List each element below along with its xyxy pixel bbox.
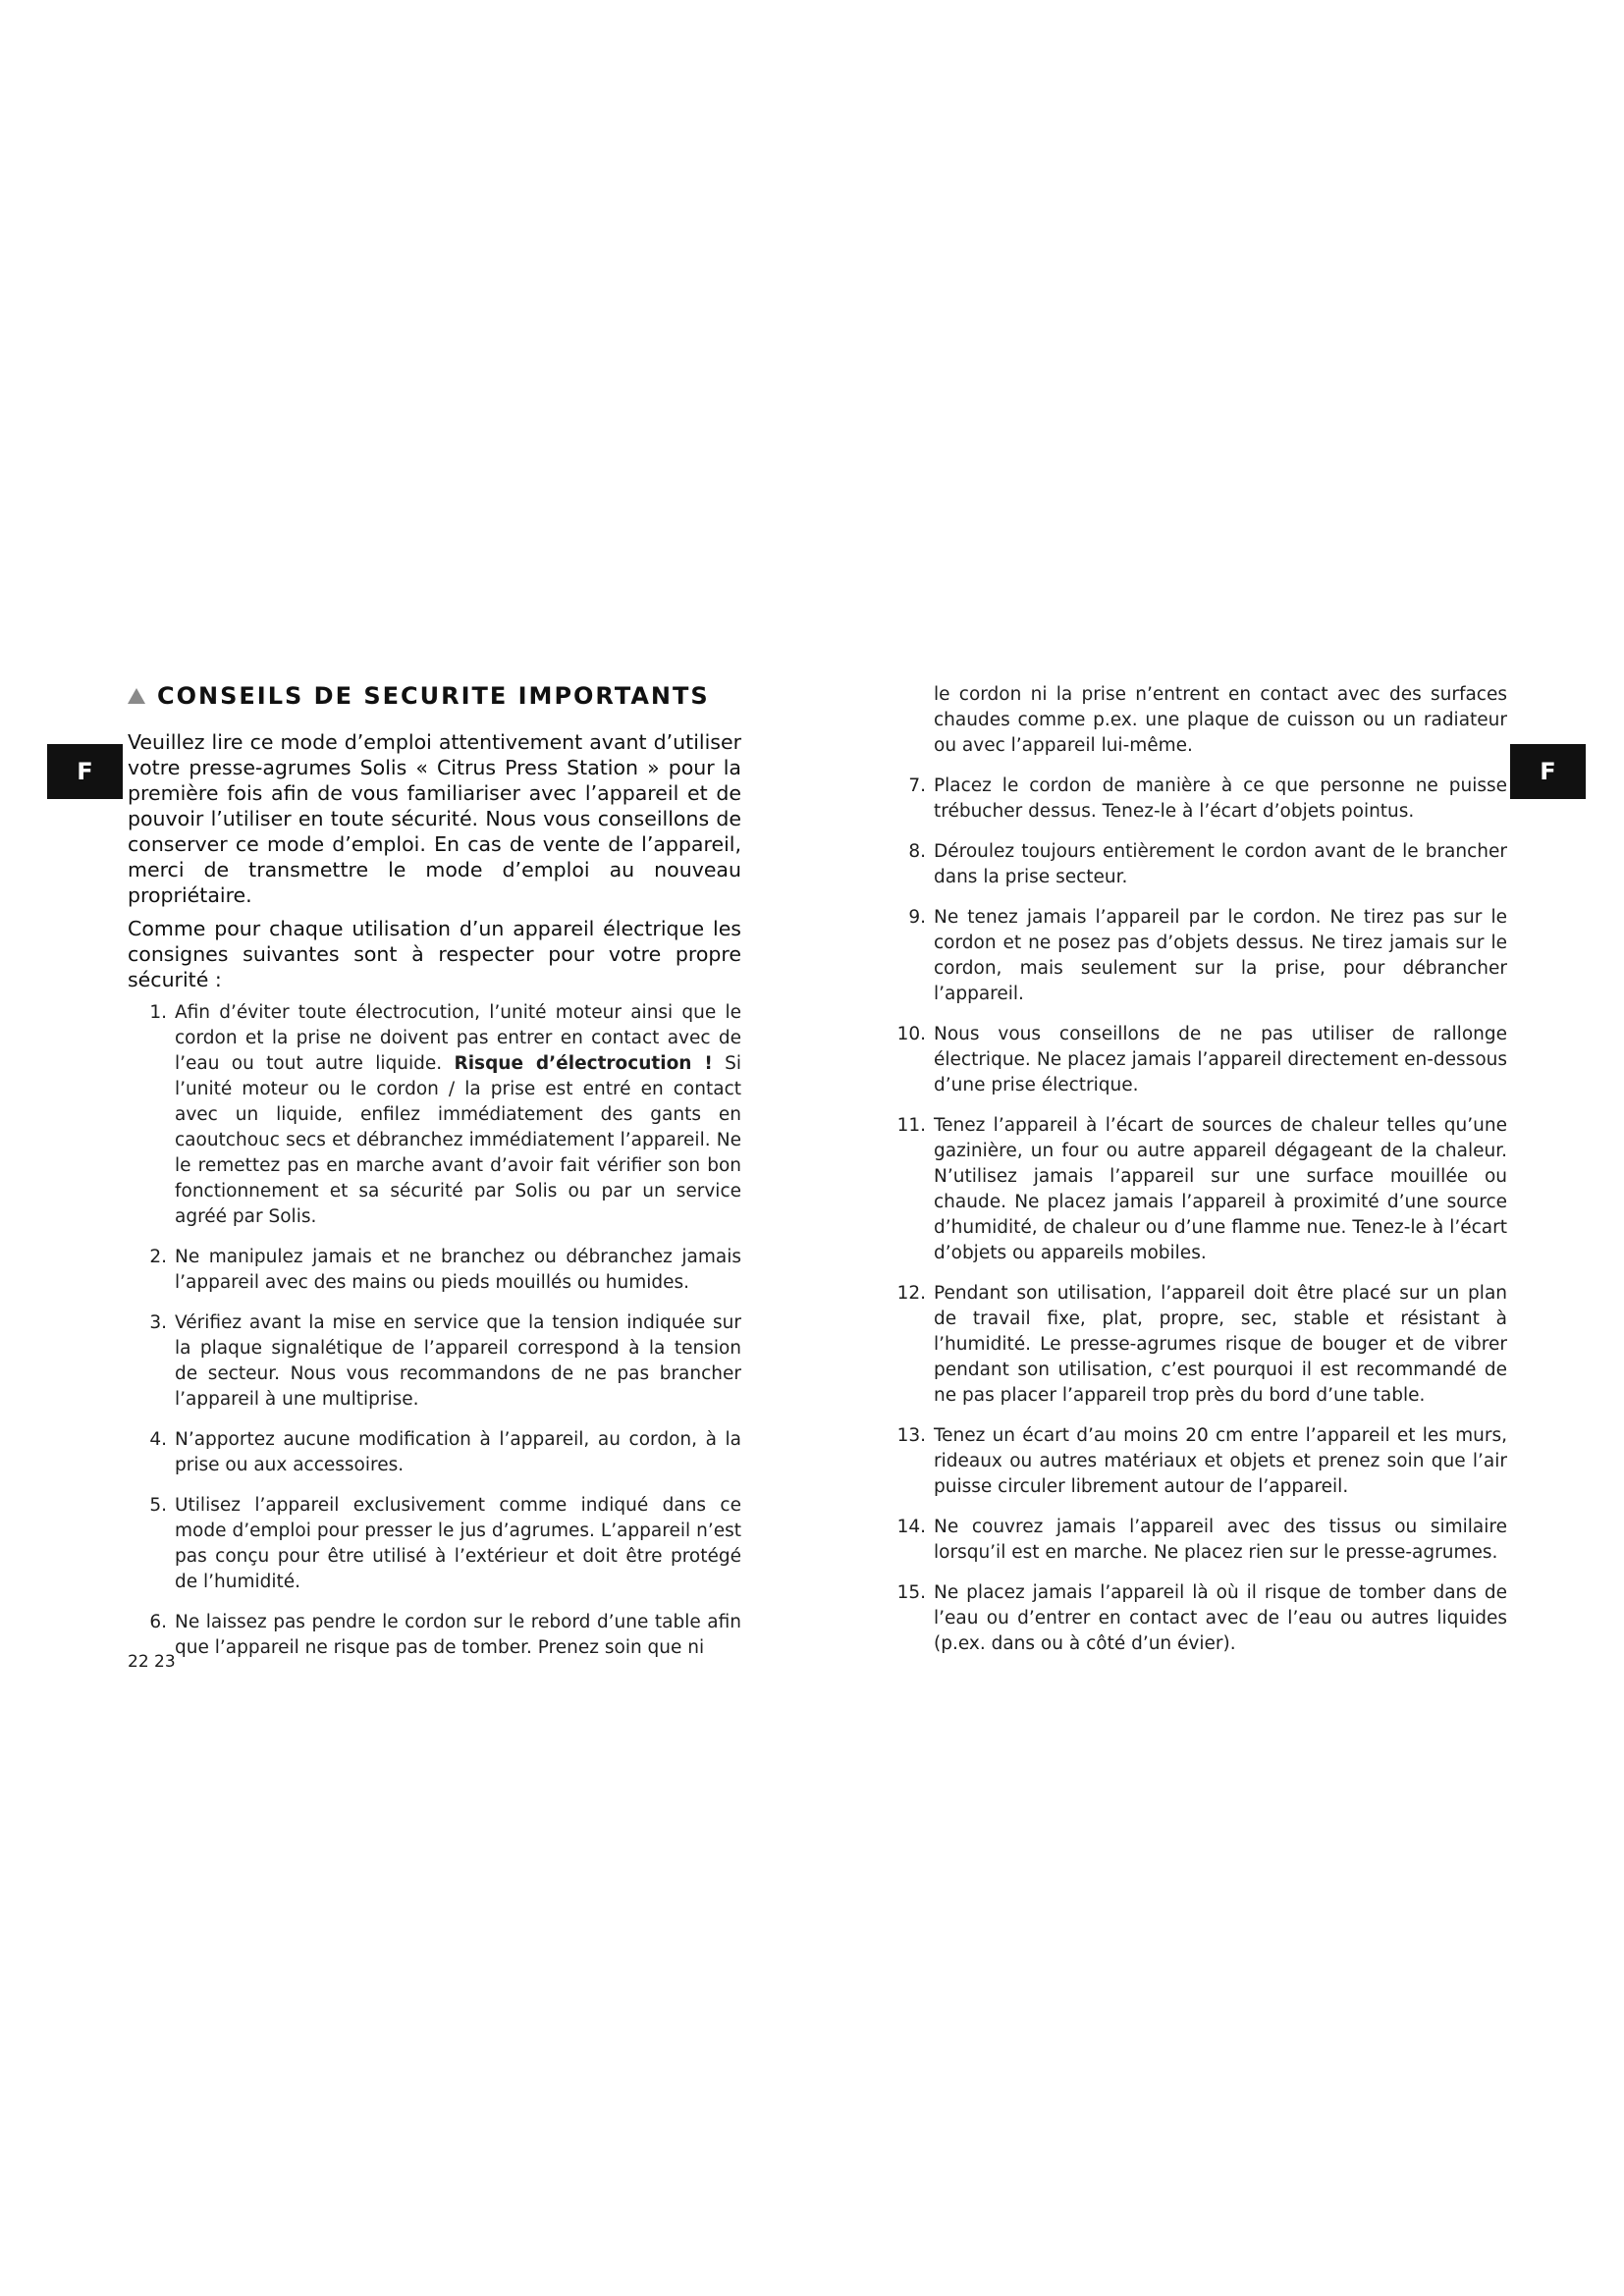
list-item-number: 15. [896, 1582, 926, 1603]
list-item-number: 14. [896, 1517, 926, 1537]
list-item [130, 1427, 741, 1478]
list-item [889, 839, 1507, 890]
list-item [889, 1515, 1507, 1566]
list-item-text: Ne manipulez jamais et ne branchez ou débranchez jamais l’appareil avec des mains ou pieds mouillés ou humides. [175, 1247, 741, 1293]
list-item-text: le cordon ni la prise n’entrent en contact avec des surfaces chaudes comme p.ex. une plaque de cuisson ou un radiateur ou avec l’appareil lui-même. [934, 684, 1507, 756]
list-item-number: 6. [149, 1612, 167, 1632]
list-item-text: Tenez l’appareil à l’écart de sources de chaleur telles qu’une gazinière, un four ou autre appareil dégageant de la chaleur. N’utilisez jamais l’appareil sur une surface mouillée ou chaude. Ne placez jamais l’appareil à proximité d’une source d’humidité, de chaleur ou d’une flamme nue. Tenez-le à l’écart d’objets ou appareils mobiles. [934, 1115, 1507, 1263]
list-item [889, 1423, 1507, 1500]
safety-list-left [130, 1000, 741, 1661]
list-item [130, 1000, 741, 1230]
right-column [889, 682, 1507, 1672]
left-column [128, 682, 741, 1676]
list-item [130, 1610, 741, 1661]
list-item-text: Vérifiez avant la mise en service que la tension indiquée sur la plaque signalétique de l’appareil correspond à la tension de secteur. Nous vous recommandons de ne pas brancher l’appareil à une multiprise. [175, 1312, 741, 1410]
safety-list-right [889, 682, 1507, 1657]
list-item [130, 1245, 741, 1296]
list-item [889, 905, 1507, 1007]
list-item-number: 9. [908, 907, 926, 928]
list-item-number: 4. [149, 1429, 167, 1450]
section-heading [128, 682, 741, 710]
list-item-number: 3. [149, 1312, 167, 1333]
language-tab-right: F [1510, 744, 1586, 799]
list-item-text: Ne couvrez jamais l’appareil avec des tissus ou similaire lorsqu’il est en marche. Ne placez rien sur le presse-agrumes. [934, 1517, 1507, 1563]
list-item [889, 1580, 1507, 1657]
list-item-text: Placez le cordon de manière à ce que personne ne puisse trébucher dessus. Tenez-le à l’écart d’objets pointus. [934, 775, 1507, 822]
list-item-number: 11. [896, 1115, 926, 1136]
list-item-number: 7. [908, 775, 926, 796]
list-item [889, 774, 1507, 825]
list-item-text: Nous vous conseillons de ne pas utiliser de rallonge électrique. Ne placez jamais l’appareil directement en-dessous d’une prise électrique. [934, 1024, 1507, 1095]
list-item-text: Tenez un écart d’au moins 20 cm entre l’appareil et les murs, rideaux ou autres matériaux et objets et prenez soin que l’air puisse circuler librement autour de l’appareil. [934, 1425, 1507, 1497]
list-item-number: 2. [149, 1247, 167, 1267]
list-item-text: N’apportez aucune modification à l’appareil, au cordon, à la prise ou aux accessoires. [175, 1429, 741, 1475]
electrocution-warning: Risque d’électrocution ! [454, 1053, 713, 1074]
list-item [889, 1022, 1507, 1098]
list-item-text [175, 1000, 741, 1230]
list-item-number: 8. [908, 841, 926, 862]
triangle-icon [128, 688, 145, 704]
list-item-text: Ne laissez pas pendre le cordon sur le rebord d’une table afin que l’appareil ne risque pas de tomber. Prenez soin que ni [175, 1612, 741, 1658]
list-item-continuation [889, 682, 1507, 759]
list-item-number: 10. [896, 1024, 926, 1044]
list-item-text: Ne tenez jamais l’appareil par le cordon. Ne tirez pas sur le cordon et ne posez pas d’objets dessus. Ne tirez jamais sur le cordon, mais seulement sur la prise, pour débrancher l’appareil. [934, 907, 1507, 1004]
language-tab-left: F [47, 744, 123, 799]
list-item-number: 5. [149, 1495, 167, 1516]
list-item-text: Déroulez toujours entièrement le cordon avant de le brancher dans la prise secteur. [934, 841, 1507, 887]
list-item-text-b: Si l’unité moteur ou le cordon / la prise est entré en contact avec un liquide, enfilez immédiatement des gants en caoutchouc secs et débranchez immédiatement l’appareil. Ne le remettez pas en marche avant d’avoir fait vérifier son bon fonctionnement et sa sécurité par Solis ou par un service agréé par Solis. [175, 1053, 741, 1227]
list-item-text: Pendant son utilisation, l’appareil doit être placé sur un plan de travail fixe, plat, propre, sec, stable et résistant à l’humidité. Le presse-agrumes risque de bouger et de vibrer pendant son utilisation, c’est pourquoi il est recommandé de ne pas placer l’appareil trop près du bord d’une table. [934, 1283, 1507, 1406]
list-item [889, 1113, 1507, 1266]
list-item [130, 1493, 741, 1595]
intro-paragraph: Veuillez lire ce mode d’emploi attentivement avant d’utiliser votre presse-agrumes Solis « Citrus Press Station » pour la première fois afin de vous familiariser avec l’appareil et de pouvoir l’utiliser en toute sécurité. Nous vous conseillons de conserver ce mode d’emploi. En cas de vente de l’appareil, merci de transmettre le mode d’emploi au nouveau propriétaire. [128, 730, 741, 907]
list-item [130, 1310, 741, 1413]
list-item-text: Utilisez l’appareil exclusivement comme indiqué dans ce mode d’emploi pour presser le jus d’agrumes. L’appareil n’est pas conçu pour être utilisé à l’extérieur et doit être protégé de l’humidité. [175, 1495, 741, 1592]
list-item-number: 13. [896, 1425, 926, 1446]
list-item-text: Ne placez jamais l’appareil là où il risque de tomber dans de l’eau ou d’entrer en contact avec de l’eau ou autres liquides (p.ex. dans ou à côté d’un évier). [934, 1582, 1507, 1654]
section-title: CONSEILS DE SECURITE IMPORTANTS [157, 682, 710, 710]
list-item-number: 12. [896, 1283, 926, 1304]
list-item [889, 1281, 1507, 1409]
list-item-text-a: Afin d’éviter toute électrocution, l’unité moteur ainsi que le cordon et la prise ne doivent pas entrer en contact avec de l’eau ou tout autre liquide. [175, 1002, 741, 1074]
intro-safety-paragraph: Comme pour chaque utilisation d’un appareil électrique les consignes suivantes sont à respecter pour votre propre sécurité : [128, 917, 741, 991]
list-item-number: 1. [149, 1002, 167, 1023]
page-number: 22 23 [128, 1652, 176, 1672]
